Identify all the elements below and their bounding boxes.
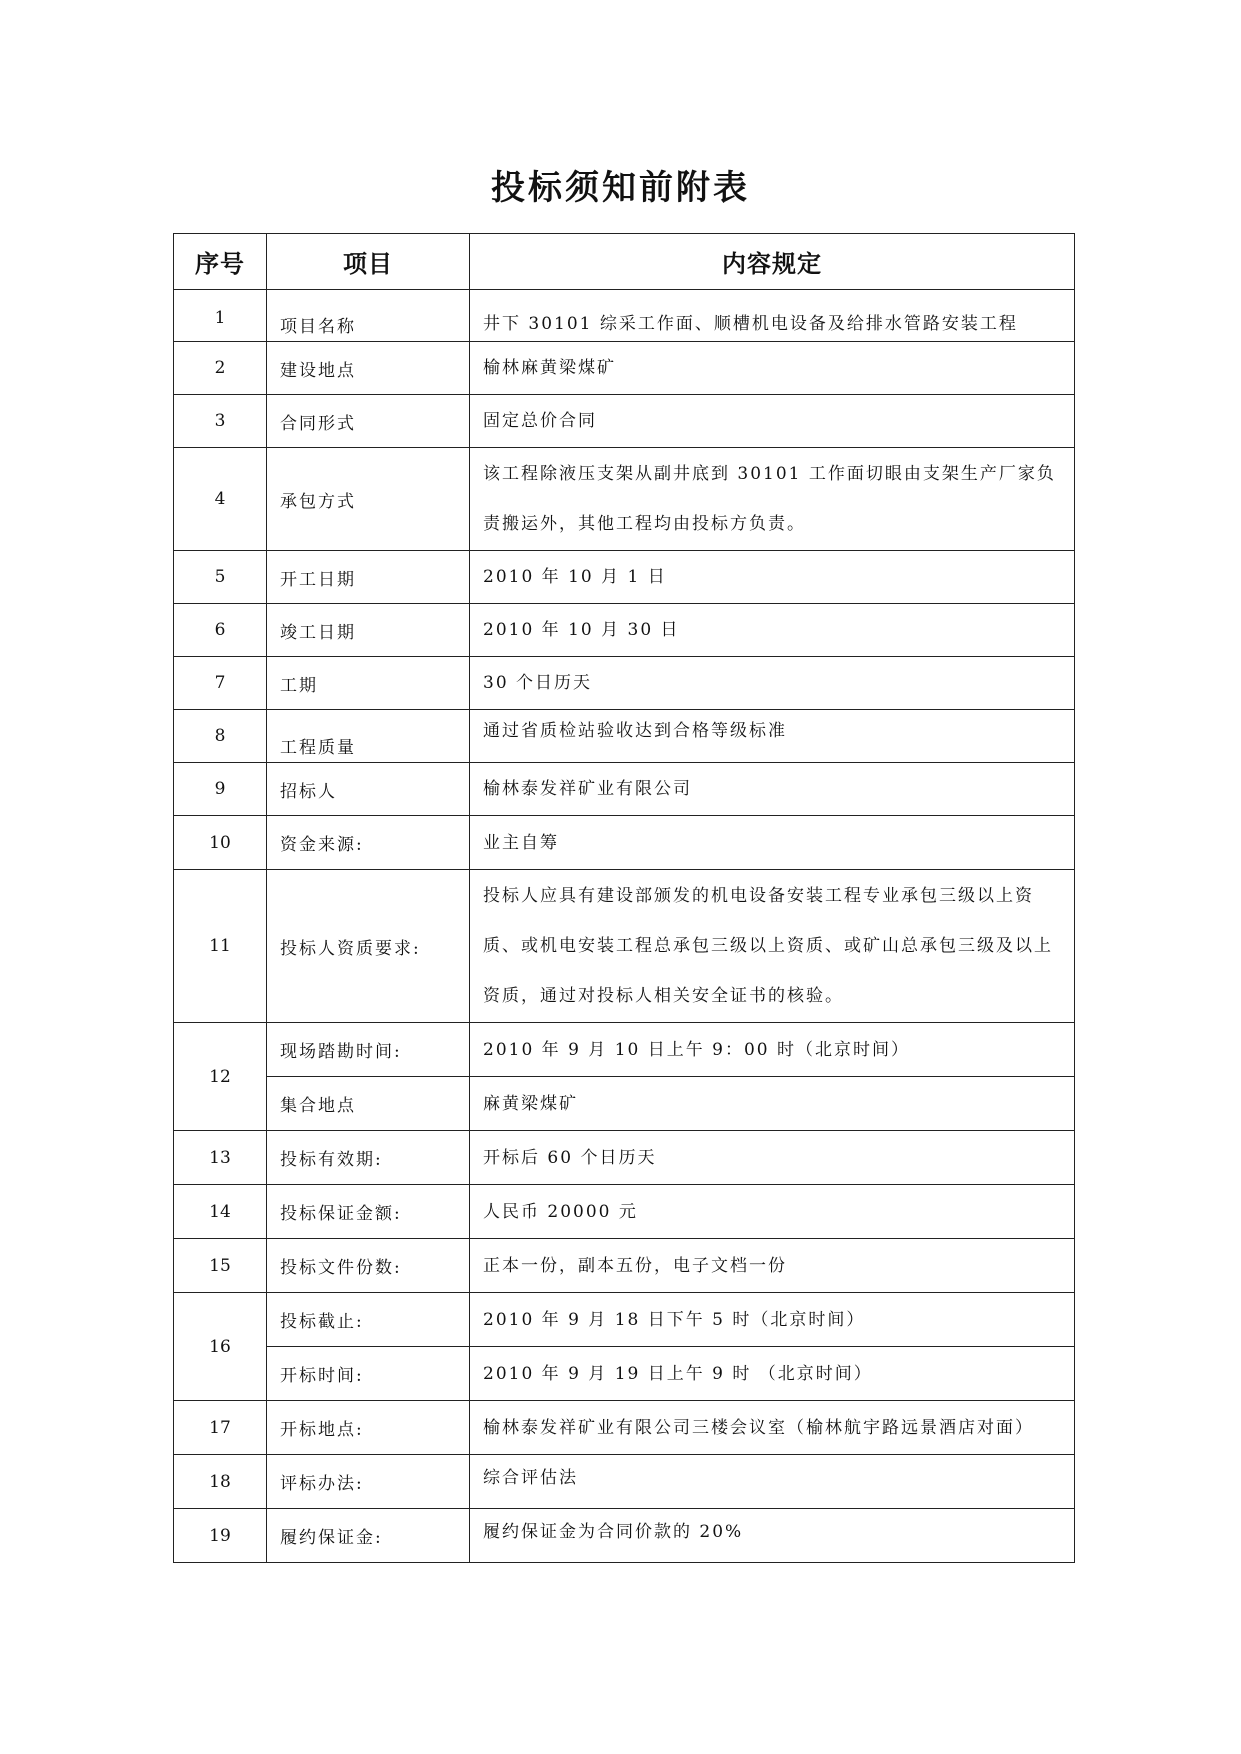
row-item: 开标地点:: [267, 1401, 470, 1455]
table-row: [174, 1401, 1075, 1455]
row-content: 2010 年 10 月 1 日: [470, 551, 1075, 604]
header-content: 内容规定: [470, 234, 1075, 290]
row-content: 业主自筹: [470, 816, 1075, 870]
row-item: 资金来源:: [267, 816, 470, 870]
table-row: [174, 448, 1075, 551]
row-number: 9: [174, 763, 267, 816]
row-number: 6: [174, 604, 267, 657]
row-content: 开标后 60 个日历天: [470, 1131, 1075, 1185]
table-header-row: [174, 234, 1075, 290]
table-row: [174, 1293, 1075, 1347]
header-item: 项目: [267, 234, 470, 290]
row-number: 19: [174, 1509, 267, 1563]
row-item: 项目名称: [267, 290, 470, 342]
row-number: 7: [174, 657, 267, 710]
row-item: 开标时间:: [267, 1347, 470, 1401]
row-content: 固定总价合同: [470, 395, 1075, 448]
row-number: 8: [174, 710, 267, 763]
table-row: [174, 1347, 1075, 1401]
row-item: 开工日期: [267, 551, 470, 604]
table-row: [174, 763, 1075, 816]
table-row: [174, 870, 1075, 1023]
row-content: 履约保证金为合同价款的 20%: [470, 1509, 1075, 1563]
row-item: 集合地点: [267, 1077, 470, 1131]
table-row: [174, 1131, 1075, 1185]
row-number: 5: [174, 551, 267, 604]
row-content: 2010 年 9 月 18 日下午 5 时（北京时间）: [470, 1293, 1075, 1347]
table-row: [174, 1185, 1075, 1239]
row-item: 投标截止:: [267, 1293, 470, 1347]
row-item: 建设地点: [267, 342, 470, 395]
row-number: 14: [174, 1185, 267, 1239]
row-content: 正本一份，副本五份，电子文档一份: [470, 1239, 1075, 1293]
table-row: [174, 551, 1075, 604]
row-item: 工程质量: [267, 710, 470, 763]
row-content: 综合评估法: [470, 1455, 1075, 1509]
row-content: 2010 年 9 月 10 日上午 9：00 时（北京时间）: [470, 1023, 1075, 1077]
table-row: [174, 1455, 1075, 1509]
bidding-notice-table: [173, 233, 1075, 1563]
row-content: 2010 年 10 月 30 日: [470, 604, 1075, 657]
row-number: 1: [174, 290, 267, 342]
row-content: 榆林泰发祥矿业有限公司三楼会议室（榆林航宇路远景酒店对面）: [470, 1401, 1075, 1455]
table-row: [174, 1077, 1075, 1131]
row-item: 投标文件份数:: [267, 1239, 470, 1293]
row-number: 4: [174, 448, 267, 551]
row-number: 15: [174, 1239, 267, 1293]
row-item: 合同形式: [267, 395, 470, 448]
row-number: 12: [174, 1023, 267, 1131]
row-content: 2010 年 9 月 19 日上午 9 时 （北京时间）: [470, 1347, 1075, 1401]
row-number: 2: [174, 342, 267, 395]
row-item: 投标人资质要求:: [267, 870, 470, 1023]
row-item: 现场踏勘时间:: [267, 1023, 470, 1077]
table-row: [174, 604, 1075, 657]
table-row: [174, 1509, 1075, 1563]
row-item: 投标有效期:: [267, 1131, 470, 1185]
row-item: 竣工日期: [267, 604, 470, 657]
row-number: 17: [174, 1401, 267, 1455]
table-row: [174, 657, 1075, 710]
row-number: 10: [174, 816, 267, 870]
row-content: 该工程除液压支架从副井底到 30101 工作面切眼由支架生产厂家负责搬运外，其他工程均由投标方负责。: [470, 448, 1075, 551]
row-content: 人民币 20000 元: [470, 1185, 1075, 1239]
row-content: 井下 30101 综采工作面、顺槽机电设备及给排水管路安装工程: [470, 290, 1075, 342]
row-content: 30 个日历天: [470, 657, 1075, 710]
page-title: 投标须知前附表: [491, 168, 750, 208]
table-row: [174, 1023, 1075, 1077]
row-item: 评标办法:: [267, 1455, 470, 1509]
row-number: 11: [174, 870, 267, 1023]
row-number: 16: [174, 1293, 267, 1401]
table-row: [174, 816, 1075, 870]
row-item: 投标保证金额:: [267, 1185, 470, 1239]
row-number: 13: [174, 1131, 267, 1185]
row-number: 18: [174, 1455, 267, 1509]
table-row: [174, 1239, 1075, 1293]
table-row: [174, 342, 1075, 395]
row-content: 麻黄梁煤矿: [470, 1077, 1075, 1131]
row-number: 3: [174, 395, 267, 448]
table-row: [174, 290, 1075, 342]
table-row: [174, 395, 1075, 448]
row-item: 工期: [267, 657, 470, 710]
table-row: [174, 710, 1075, 763]
row-item: 履约保证金:: [267, 1509, 470, 1563]
row-content: 榆林麻黄梁煤矿: [470, 342, 1075, 395]
row-item: 招标人: [267, 763, 470, 816]
row-item: 承包方式: [267, 448, 470, 551]
header-serial-number: 序号: [174, 234, 267, 290]
row-content: 通过省质检站验收达到合格等级标准: [470, 710, 1075, 763]
row-content: 投标人应具有建设部颁发的机电设备安装工程专业承包三级以上资质、或机电安装工程总承包三级以上资质、或矿山总承包三级及以上资质，通过对投标人相关安全证书的核验。: [470, 870, 1075, 1023]
row-content: 榆林泰发祥矿业有限公司: [470, 763, 1075, 816]
